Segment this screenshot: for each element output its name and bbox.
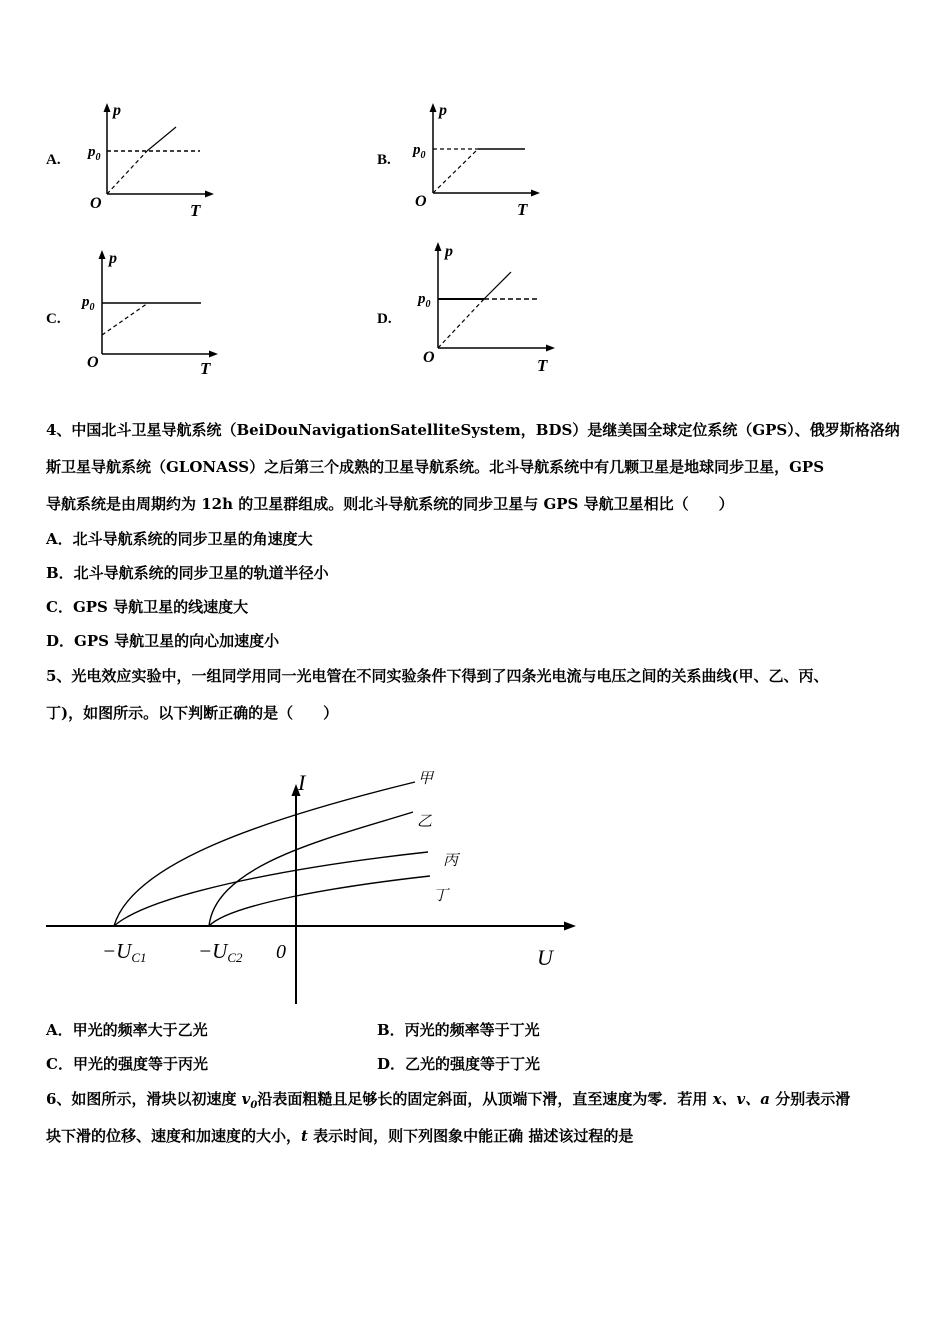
q6-vars: x、v、a (712, 1090, 770, 1108)
q4-option-c[interactable]: C．GPS 导航卫星的线速度大 (46, 598, 249, 616)
curve-ding (209, 876, 430, 926)
linear-solid (484, 272, 511, 299)
extrap-dashed (433, 149, 478, 193)
q5-option-a[interactable]: A．甲光的频率大于乙光 (46, 1021, 208, 1039)
origin-label: O (90, 195, 102, 212)
x-label: T (517, 200, 528, 219)
q6-line1-pre: 6、如图所示，滑块以初速度 (46, 1090, 242, 1108)
q5-line-2: 丁)，如图所示。以下判断正确的是（ ） (46, 704, 339, 722)
p0-label: $p_0$ (418, 291, 431, 310)
uc1-label: −UC1 (102, 939, 147, 965)
q4-option-b[interactable]: B．北斗导航系统的同步卫星的轨道半径小 (46, 564, 329, 582)
q4-option-d[interactable]: D．GPS 导航卫星的向心加速度小 (46, 632, 280, 650)
graph-b (405, 98, 545, 220)
q5-option-c[interactable]: C．甲光的强度等于丙光 (46, 1055, 208, 1073)
option-c-letter: C. (46, 311, 61, 327)
p0-label: $p_0$ (82, 294, 95, 313)
y-label: p (109, 250, 117, 267)
u-arrow-icon (564, 922, 576, 931)
curve-bing (114, 852, 428, 926)
graph-d (412, 236, 562, 376)
q6-line1-post: 分别表示滑 (769, 1090, 851, 1108)
q6-line-1 (46, 1089, 850, 1116)
y-label: p (439, 102, 447, 119)
graph-c (78, 244, 228, 378)
curve-label-jia: 甲 (418, 771, 434, 787)
p0-label: $p_0$ (413, 142, 426, 161)
x-label: T (537, 356, 548, 375)
y-arrow-icon (104, 103, 111, 112)
curve-jia (114, 782, 415, 926)
curve-label-ding: 丁 (433, 888, 449, 904)
q6-t: t (301, 1127, 308, 1145)
y-label: p (445, 243, 453, 260)
q4-line-3: 导航系统是由周期约为 12h 的卫星群组成。则北斗导航系统的同步卫星与 GPS 导航卫星相比（ ） (46, 495, 734, 513)
graph-a (80, 98, 220, 220)
option-d-letter: D. (377, 311, 392, 327)
x-label: T (200, 359, 211, 378)
q5-line-1: 5、光电效应实验中，一组同学用同一光电管在不同实验条件下得到了四条光电流与电压之间的关系曲线(甲、乙、丙、 (46, 667, 829, 685)
origin-label: O (87, 354, 99, 371)
curve-label-bing: 丙 (443, 853, 459, 869)
q4-line-1: 4、中国北斗卫星导航系统（BeiDouNavigationSatelliteSystem，BDS）是继美国全球定位系统（GPS）、俄罗斯格洛纳 (46, 421, 900, 439)
q6-v0: $v_0$ (241, 1090, 258, 1111)
q6-line2-pre: 块下滑的位移、速度和加速度的大小， (46, 1127, 302, 1145)
option-a-letter: A. (46, 152, 61, 168)
x-arrow-icon (546, 345, 555, 352)
uc2-label: −UC2 (198, 939, 243, 965)
q6-line-2 (46, 1126, 633, 1146)
q4-line-2: 斯卫星导航系统（GLONASS）之后第三个成熟的卫星导航系统。北斗导航系统中有几颗卫星是地球同步卫星，GPS (46, 458, 825, 476)
y-arrow-icon (430, 103, 437, 112)
x-arrow-icon (531, 190, 540, 197)
option-b-letter: B. (377, 152, 391, 168)
y-arrow-icon (435, 242, 442, 251)
linear-solid (147, 127, 176, 151)
photoelectric-figure (40, 760, 600, 1010)
curve-label-yi: 乙 (417, 814, 433, 830)
origin-label: O (423, 349, 435, 366)
x-label: T (190, 201, 201, 220)
origin-label: 0 (276, 941, 286, 963)
x-arrow-icon (205, 191, 214, 198)
q5-option-b[interactable]: B．丙光的频率等于丁光 (377, 1021, 540, 1039)
i-axis-label: I (298, 770, 306, 795)
curve-yi (209, 812, 413, 926)
origin-label: O (415, 193, 427, 210)
u-axis-label: U (537, 945, 553, 970)
extrap-dashed (438, 299, 484, 348)
p0-label: $p_0$ (88, 144, 101, 163)
extrap-dashed (107, 151, 147, 194)
q5-option-d[interactable]: D．乙光的强度等于丁光 (377, 1055, 541, 1073)
extrap-dashed (102, 303, 148, 335)
y-arrow-icon (99, 250, 106, 259)
q6-line1-mid: 沿表面粗糙且足够长的固定斜面，从顶端下滑，直至速度为零．若用 (257, 1090, 713, 1108)
q6-line2-post: 表示时间，则下列图象中能正确 描述该过程的是 (307, 1127, 634, 1145)
y-label: p (113, 102, 121, 119)
x-arrow-icon (209, 351, 218, 358)
q4-option-a[interactable]: A．北斗导航系统的同步卫星的角速度大 (46, 530, 313, 548)
